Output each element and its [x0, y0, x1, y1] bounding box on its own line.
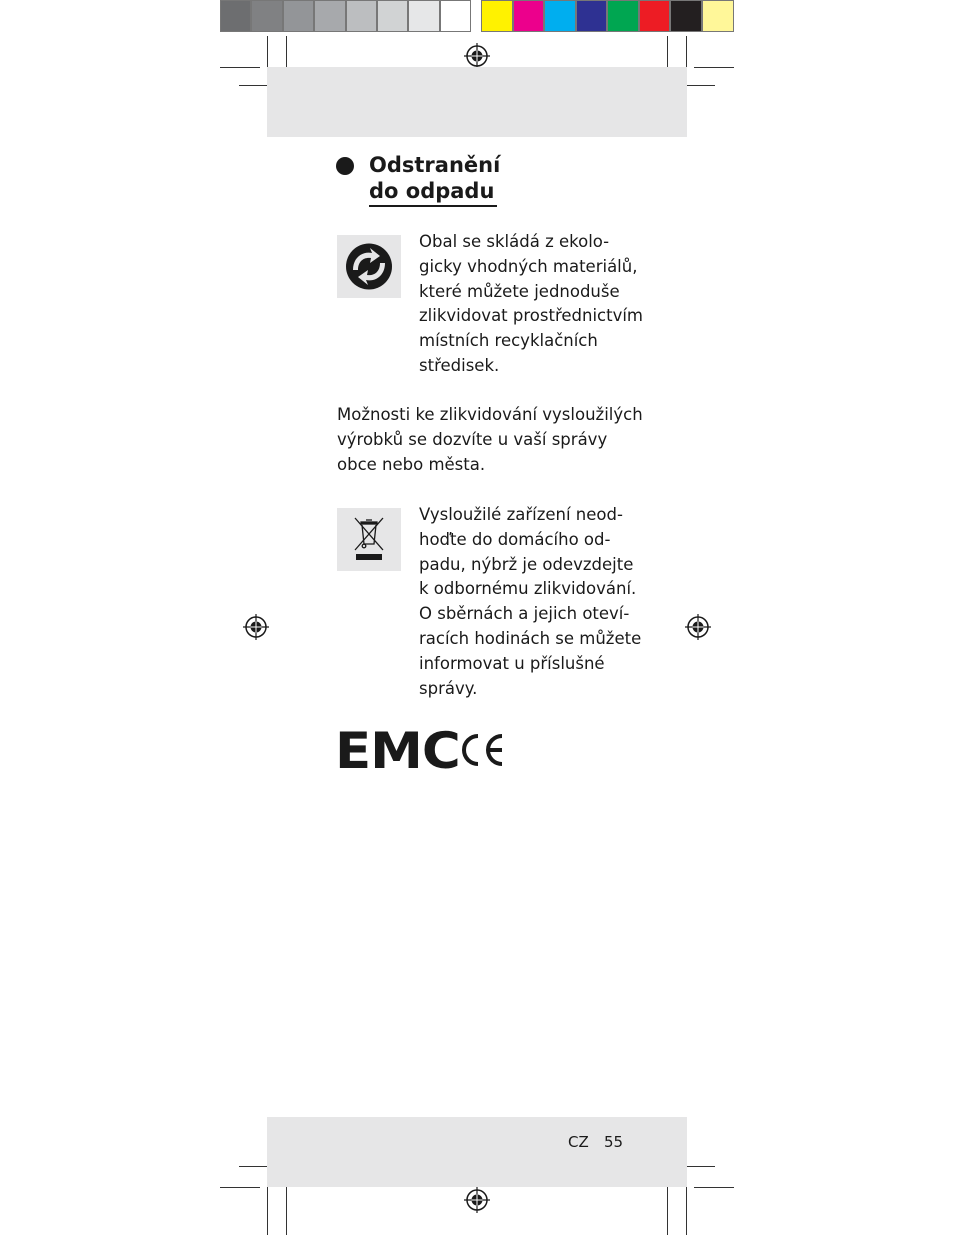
- recycling-icon-box: [337, 235, 401, 298]
- emc-mark: EMC: [335, 722, 460, 780]
- color-swatch: [513, 0, 544, 32]
- text-line: k odbornému zlikvidování.: [419, 579, 637, 599]
- weee-icon-box: [337, 508, 401, 571]
- gray-swatch: [314, 0, 346, 32]
- color-swatch: [702, 0, 734, 32]
- gray-swatch: [408, 0, 440, 32]
- color-swatch: [607, 0, 639, 32]
- gray-swatch: [251, 0, 283, 32]
- text-line: místních recyklačních: [419, 331, 598, 351]
- text-line: správy.: [419, 678, 478, 698]
- text-line: Obal se skládá z ekolo-: [419, 232, 610, 251]
- text-line: O sběrnách a jejich oteví-: [419, 604, 630, 624]
- gray-swatch: [377, 0, 408, 32]
- text-line: středisek.: [419, 355, 500, 375]
- text-line: výrobků se dozvíte u vaší správy: [337, 429, 608, 449]
- text-line: obce nebo města.: [337, 454, 486, 474]
- disposal-paragraph: [337, 403, 643, 477]
- text-line: které můžete jednoduše: [419, 281, 620, 301]
- text-line: padu, nýbrž je odevzdejte: [419, 554, 634, 574]
- text-line: hoďte do domácího od-: [419, 529, 611, 549]
- gray-swatch: [220, 0, 251, 32]
- text-line: gicky vhodných materiálů,: [419, 256, 638, 276]
- color-swatch: [639, 0, 670, 32]
- registration-mark-icon: [464, 43, 490, 69]
- footer-language: CZ: [568, 1133, 589, 1151]
- green-dot-recycling-icon: [337, 235, 401, 298]
- crossed-out-wheelie-bin-icon: [337, 508, 401, 571]
- section-bullet: [336, 157, 354, 175]
- text-line: racích hodinách se můžete: [419, 628, 642, 648]
- gray-swatch: [283, 0, 314, 32]
- text-line: zlikvidovat prostřednictvím: [419, 306, 643, 326]
- color-swatch: [481, 0, 513, 32]
- text-line: Vysloužilé zařízení neod-: [419, 505, 623, 524]
- text-line: informovat u příslušné: [419, 653, 605, 673]
- packaging-paragraph: [419, 230, 643, 379]
- registration-mark-icon: [464, 1187, 490, 1213]
- section-title-line: do odpadu: [369, 179, 495, 203]
- header-band: [267, 67, 687, 137]
- weee-paragraph: [419, 503, 641, 701]
- section-title-line: Odstranění: [369, 153, 501, 177]
- gray-swatch: [440, 0, 471, 32]
- section-title: [369, 152, 500, 204]
- gray-swatch: [346, 0, 377, 32]
- text-line: Možnosti ke zlikvidování vysloužilých: [337, 405, 643, 424]
- page-number: 55: [604, 1133, 624, 1151]
- color-swatch: [544, 0, 576, 32]
- color-swatch: [576, 0, 607, 32]
- footer-band: [267, 1117, 687, 1187]
- color-swatch: [670, 0, 702, 32]
- ce-mark-icon: [458, 732, 506, 768]
- registration-mark-icon: [685, 614, 711, 640]
- registration-mark-icon: [243, 614, 269, 640]
- title-underline: [369, 205, 497, 207]
